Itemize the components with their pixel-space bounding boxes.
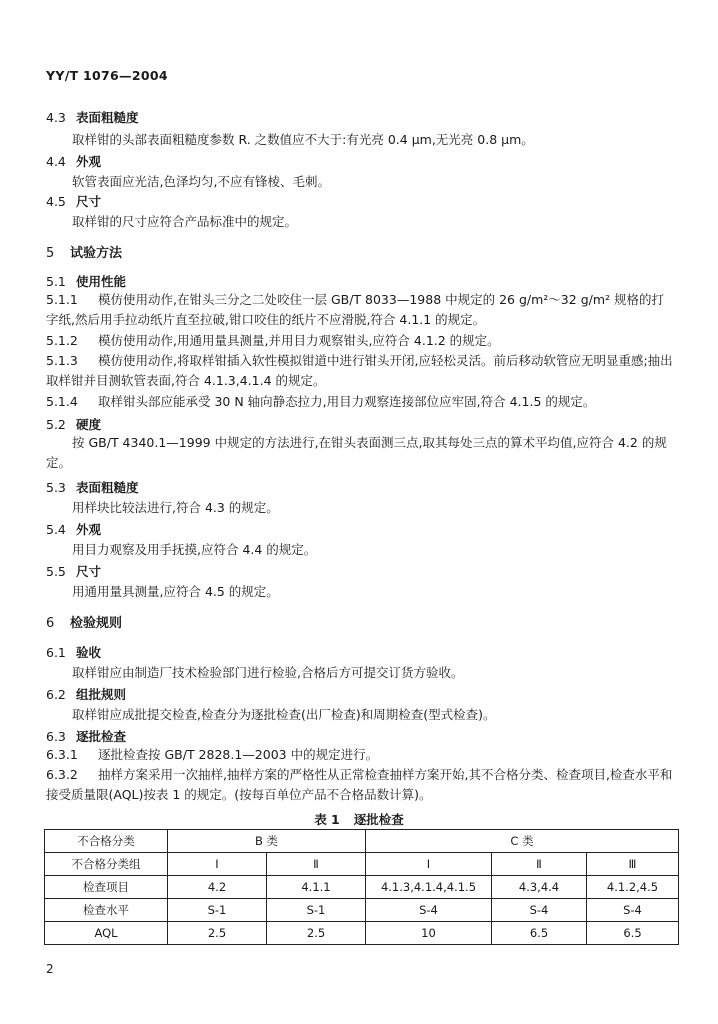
paragraph-5-1-2 <box>46 331 676 351</box>
table-cell: Ⅲ <box>587 853 679 876</box>
section-title: 组批规则 <box>76 687 127 702</box>
table-cell: 10 <box>366 922 492 945</box>
heading-5-5 <box>46 562 101 580</box>
row-header: 不合格分类 <box>45 830 168 853</box>
section-number: 5.2 <box>46 417 66 432</box>
clause-text: 模仿使用动作,将取样钳插入软性模拟钳道中进行钳头开闭,应轻松灵活。前后移动软管应无明显重感;抽出取样钳并目测软管表面,符合 4.1.3,4.1.4 的规定。 <box>46 353 673 388</box>
standard-header: YY/T 1076—2004 <box>46 68 168 83</box>
section-title: 外观 <box>76 154 102 169</box>
table-number: 表 1 <box>314 812 340 827</box>
table-cell: S-4 <box>587 899 679 922</box>
table-row <box>45 876 679 899</box>
paragraph-6-1: 取样钳应由制造厂技术检验部门进行检验,合格后方可提交订货方验收。 <box>72 665 464 680</box>
section-number: 5 <box>46 246 55 261</box>
table-cell: S-4 <box>366 899 492 922</box>
section-title: 使用性能 <box>76 274 127 289</box>
table-cell: 4.2 <box>168 876 267 899</box>
paragraph-5-2: 按 GB/T 4340.1—1999 中规定的方法进行,在钳头表面测三点,取其每处三点的算术平均值,应符合 4.2 的规定。 <box>46 435 667 470</box>
heading-5 <box>46 242 122 261</box>
table-cell: 4.1.3,4.1.4,4.1.5 <box>366 876 492 899</box>
section-title: 表面粗糙度 <box>76 110 139 125</box>
heading-4-5 <box>46 192 101 210</box>
clause-number: 5.1.3 <box>46 353 78 368</box>
page-number: 2 <box>46 962 54 976</box>
table-cell: S-1 <box>168 899 267 922</box>
clause-number: 5.1.4 <box>46 394 78 409</box>
section-number: 6.2 <box>46 687 66 702</box>
section-number: 6.3 <box>46 729 66 744</box>
paragraph-5-1-3 <box>46 351 676 391</box>
section-number: 5.1 <box>46 274 66 289</box>
section-number: 4.5 <box>46 194 66 209</box>
table-cell: S-4 <box>492 899 587 922</box>
paragraph-5-5: 用通用量具测量,应符合 4.5 的规定。 <box>72 584 279 599</box>
row-header: AQL <box>45 922 168 945</box>
paragraph-5-1-4 <box>46 392 676 412</box>
section-title: 尺寸 <box>76 194 102 209</box>
table-cell: B 类 <box>168 830 366 853</box>
heading-5-3 <box>46 478 139 496</box>
table-cell: 6.5 <box>587 922 679 945</box>
table-cell: 6.5 <box>492 922 587 945</box>
row-header: 不合格分类组 <box>45 853 168 876</box>
section-number: 6.1 <box>46 645 66 660</box>
clause-text: 取样钳头部应能承受 30 N 轴向静态拉力,用目力观察连接部位应牢固,符合 4.1.5 的规定。 <box>98 394 596 409</box>
section-number: 5.5 <box>46 564 66 579</box>
heading-4-3 <box>46 108 139 126</box>
row-header: 检查项目 <box>45 876 168 899</box>
table-cell: 4.1.1 <box>267 876 366 899</box>
table-cell: Ⅱ <box>492 853 587 876</box>
table-row <box>45 922 679 945</box>
paragraph-4-3: 取样钳的头部表面粗糙度参数 R. 之数值应不大于:有光亮 0.4 μm,无光亮 0.8 μm。 <box>72 132 534 147</box>
heading-5-1 <box>46 272 126 290</box>
clause-text: 抽样方案采用一次抽样,抽样方案的严格性从正常检查抽样方案开始,其不合格分类、检查项目,检查水平和接受质量限(AQL)按表 1 的规定。(按每百单位产品不合格品数计算)。 <box>46 767 673 802</box>
clause-text: 模仿使用动作,用通用量具测量,并用目力观察钳头,应符合 4.1.2 的规定。 <box>98 333 500 348</box>
heading-6 <box>46 612 122 631</box>
paragraph-5-4: 用目力观察及用手抚摸,应符合 4.4 的规定。 <box>72 542 317 557</box>
clause-number: 5.1.1 <box>46 292 78 307</box>
table-cell: 4.1.2,4.5 <box>587 876 679 899</box>
section-number: 5.3 <box>46 480 66 495</box>
heading-5-2 <box>46 415 101 433</box>
clause-number: 5.1.2 <box>46 333 78 348</box>
section-title: 尺寸 <box>76 564 102 579</box>
section-title: 检验规则 <box>70 616 123 631</box>
section-title: 验收 <box>76 645 102 660</box>
section-title: 表面粗糙度 <box>76 480 139 495</box>
heading-4-4 <box>46 152 101 170</box>
section-number: 6 <box>46 616 55 631</box>
heading-6-3 <box>46 727 126 745</box>
clause-text: 逐批检查按 GB/T 2828.1—2003 中的规定进行。 <box>98 747 379 762</box>
paragraph-4-4: 软管表面应光洁,色泽均匀,不应有锋棱、毛刺。 <box>72 174 330 189</box>
table-cell: 4.3,4.4 <box>492 876 587 899</box>
paragraph-4-5: 取样钳的尺寸应符合产品标准中的规定。 <box>72 214 298 229</box>
paragraph-5-1-1 <box>46 290 676 330</box>
paragraph-6-2: 取样钳应成批提交检查,检查分为逐批检查(出厂检查)和周期检查(型式检查)。 <box>72 707 496 722</box>
table-cell: Ⅱ <box>267 853 366 876</box>
section-title: 外观 <box>76 522 102 537</box>
section-title: 逐批检查 <box>76 729 127 744</box>
heading-5-4 <box>46 520 101 538</box>
table-row <box>45 853 679 876</box>
table-cell: Ⅰ <box>168 853 267 876</box>
table-cell: Ⅰ <box>366 853 492 876</box>
table-caption <box>0 810 718 828</box>
table-cell: 2.5 <box>267 922 366 945</box>
section-number: 4.4 <box>46 154 66 169</box>
section-title: 硬度 <box>76 417 102 432</box>
paragraph-5-3: 用样块比较法进行,符合 4.3 的规定。 <box>72 500 279 515</box>
clause-text: 模仿使用动作,在钳头三分之二处咬住一层 GB/T 8033—1988 中规定的 26 g/m²～32 g/m² 规格的打字纸,然后用手拉动纸片直至拉破,钳口咬住的纸片不应滑脱,符合 4.1.1 的规定。 <box>46 292 664 327</box>
section-number: 5.4 <box>46 522 66 537</box>
heading-6-1 <box>46 643 101 661</box>
row-header: 检查水平 <box>45 899 168 922</box>
table-cell: C 类 <box>366 830 679 853</box>
section-number: 4.3 <box>46 110 66 125</box>
table-title: 逐批检查 <box>353 812 404 827</box>
table-cell: S-1 <box>267 899 366 922</box>
clause-number: 6.3.1 <box>46 747 78 762</box>
paragraph-6-3-1 <box>46 745 676 765</box>
table-row <box>45 830 679 853</box>
heading-6-2 <box>46 685 126 703</box>
paragraph-6-3-2 <box>46 765 676 805</box>
section-title: 试验方法 <box>70 246 123 261</box>
inspection-table <box>44 829 679 945</box>
table-cell: 2.5 <box>168 922 267 945</box>
table-row <box>45 899 679 922</box>
clause-number: 6.3.2 <box>46 767 78 782</box>
